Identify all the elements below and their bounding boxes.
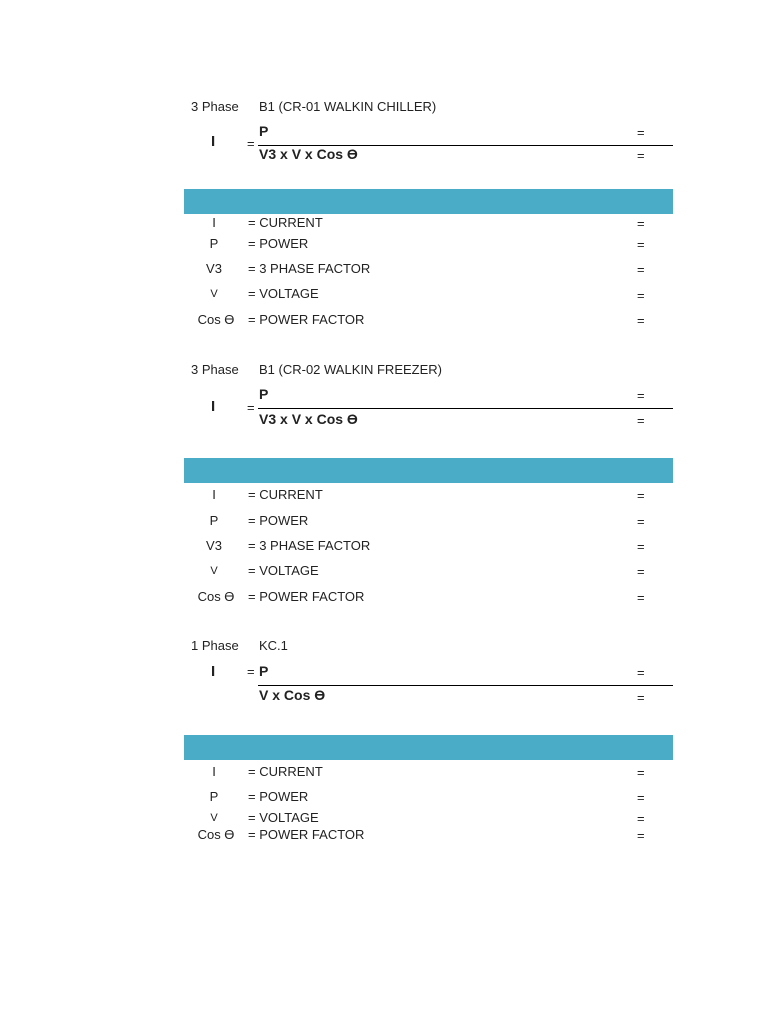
- legend-value: =: [637, 539, 645, 554]
- legend-symbol: V3: [206, 261, 222, 276]
- equipment-title: KC.1: [259, 638, 288, 653]
- formula-equals: =: [247, 664, 255, 679]
- legend-symbol: V: [210, 288, 218, 300]
- legend-meaning: = VOLTAGE: [248, 563, 319, 578]
- legend-value: =: [637, 262, 645, 277]
- legend-value: =: [637, 288, 645, 303]
- legend-value: =: [637, 313, 645, 328]
- legend-meaning: = POWER FACTOR: [248, 589, 365, 604]
- legend-symbol: P: [209, 513, 219, 528]
- phase-label: 3 Phase: [191, 362, 239, 377]
- result-equals-1: =: [637, 388, 645, 403]
- section-header-bar: [184, 189, 673, 214]
- formula-symbol: I: [211, 133, 216, 150]
- equipment-title: B1 (CR-02 WALKIN FREEZER): [259, 362, 442, 377]
- legend-symbol: I: [212, 487, 216, 502]
- legend-value: =: [637, 790, 645, 805]
- equipment-title: B1 (CR-01 WALKIN CHILLER): [259, 99, 437, 114]
- legend-meaning: = POWER: [248, 789, 309, 804]
- legend-meaning: = 3 PHASE FACTOR: [248, 538, 371, 553]
- legend-symbol: P: [209, 789, 219, 804]
- result-equals-2: =: [637, 148, 645, 163]
- legend-symbol: Cos ϴ: [197, 312, 235, 327]
- legend-symbol: I: [212, 215, 216, 230]
- result-equals-1: =: [637, 125, 645, 140]
- legend-symbol: V3: [206, 538, 222, 553]
- legend-value: =: [637, 216, 645, 231]
- legend-meaning: = POWER FACTOR: [248, 827, 365, 842]
- formula-denominator: V x Cos ϴ: [259, 687, 326, 703]
- legend-meaning: = POWER: [248, 236, 309, 251]
- formula-numerator: P: [259, 123, 269, 139]
- legend-value: =: [637, 488, 645, 503]
- legend-symbol: V: [210, 565, 218, 577]
- section-header-bar: [184, 458, 673, 483]
- legend-meaning: = VOLTAGE: [248, 810, 319, 825]
- phase-label: 3 Phase: [191, 99, 239, 114]
- legend-meaning: = CURRENT: [248, 487, 323, 502]
- legend-value: =: [637, 590, 645, 605]
- legend-value: =: [637, 514, 645, 529]
- formula-numerator: P: [259, 663, 269, 679]
- legend-meaning: = 3 PHASE FACTOR: [248, 261, 371, 276]
- formula-equals: =: [247, 400, 255, 415]
- formula-symbol: I: [211, 663, 216, 680]
- legend-symbol: I: [212, 764, 216, 779]
- result-equals-2: =: [637, 413, 645, 428]
- legend-meaning: = CURRENT: [248, 215, 323, 230]
- legend-symbol: Cos ϴ: [197, 589, 235, 604]
- legend-value: =: [637, 237, 645, 252]
- legend-meaning: = POWER FACTOR: [248, 312, 365, 327]
- fraction-line: [258, 685, 673, 686]
- legend-value: =: [637, 564, 645, 579]
- section-header-bar: [184, 735, 673, 760]
- legend-symbol: P: [209, 236, 219, 251]
- legend-meaning: = VOLTAGE: [248, 286, 319, 301]
- formula-denominator: V3 x V x Cos ϴ: [259, 411, 358, 427]
- legend-value: =: [637, 811, 645, 826]
- formula-numerator: P: [259, 386, 269, 402]
- result-equals-1: =: [637, 665, 645, 680]
- legend-symbol: V: [210, 812, 218, 824]
- formula-symbol: I: [211, 398, 216, 415]
- formula-denominator: V3 x V x Cos ϴ: [259, 146, 358, 162]
- legend-meaning: = POWER: [248, 513, 309, 528]
- legend-symbol: Cos ϴ: [197, 827, 235, 842]
- legend-value: =: [637, 765, 645, 780]
- legend-meaning: = CURRENT: [248, 764, 323, 779]
- result-equals-2: =: [637, 690, 645, 705]
- formula-equals: =: [247, 136, 255, 151]
- phase-label: 1 Phase: [191, 638, 239, 653]
- legend-value: =: [637, 828, 645, 843]
- fraction-line: [258, 408, 673, 409]
